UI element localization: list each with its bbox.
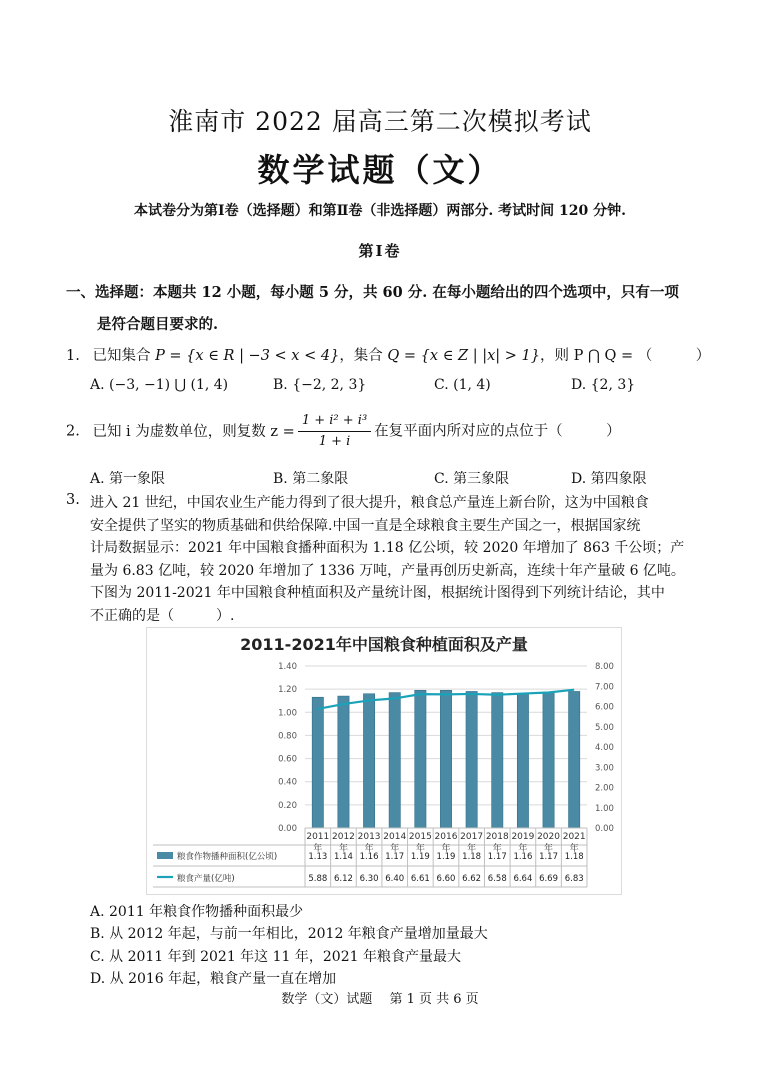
y-left-tick-label: 0.80 [278,731,297,742]
bar-area [363,694,374,828]
question-number: 3. [66,492,80,508]
section-heading-cont: 是符合题目要求的. [97,316,219,333]
data-label: 1.19 [436,852,456,862]
data-label: 5.88 [308,874,328,884]
y-right-tick-label: 1.00 [595,803,614,814]
data-label: 1.13 [308,852,328,862]
data-label: 6.58 [487,874,507,884]
x-tick-suffix: 年 [441,844,451,854]
question-1 [66,344,710,365]
question-line: 安全提供了坚实的物质基础和供给保障.中国一直是全球粮食主要生产国之一，根据国家统 [90,517,641,534]
x-tick-suffix: 年 [518,844,528,854]
y-right-tick-label: 8.00 [595,662,614,672]
x-tick-label: 2018 [485,832,509,842]
x-tick-suffix: 年 [569,844,579,854]
bar-area [338,696,349,828]
question-line: 不正确的是（ ）. [90,607,235,624]
x-tick-label: 2017 [460,832,484,842]
question-text: 已知集合 [92,348,156,364]
y-right-tick-label: 4.00 [595,743,614,753]
option-c: C. (1, 4) [434,377,491,393]
x-tick-label: 2012 [332,832,355,842]
bar-area [492,693,503,828]
bar-area [466,691,477,828]
x-tick-label: 2016 [434,832,458,842]
x-tick-label: 2021 [562,832,586,842]
question-2 [66,411,621,452]
y-left-tick-label: 0.40 [278,777,297,788]
option-d: D. 第四象限 [571,471,647,487]
y-right-tick-label: 5.00 [595,722,614,733]
question-line: 下图为 2011-2021 年中国粮食种植面积及产量统计图，根据统计图得到下列统计结论，其中 [90,585,665,601]
data-label: 6.61 [410,874,430,884]
y-left-tick-label: 0.00 [278,824,297,834]
bar-area [517,694,528,828]
question-text: 在复平面内所对应的点位于（ ） [374,423,621,440]
y-left-tick-label: 1.00 [278,708,297,719]
option-b: B. {−2, 2, 3} [273,377,367,393]
bar-area [312,697,323,828]
x-tick-label: 2019 [511,832,535,842]
page-footer: 数学（文）试题 第 1 页 共 6 页 [281,992,479,1007]
data-label: 1.16 [513,852,533,862]
y-left-tick-label: 0.20 [278,800,297,811]
question-number: 1. [66,348,80,364]
data-label: 1.18 [462,852,482,862]
x-tick-suffix: 年 [338,844,348,854]
data-label: 1.17 [539,852,559,862]
x-tick-label: 2020 [537,832,560,842]
question-text: 已知 i 为虚数单位，则复数 z = [92,423,295,440]
data-label: 6.64 [513,874,533,884]
bar-area [569,691,580,828]
choice-c: C. 从 2011 年到 2021 年这 11 年，2021 年粮食产量最大 [90,949,461,965]
data-label: 1.16 [359,852,379,862]
x-tick-suffix: 年 [364,844,374,854]
fraction-denominator: 1 + i [318,434,351,449]
data-label: 6.12 [333,874,353,884]
question-3-text [90,492,698,627]
subject-title: 数学试题（文） [257,151,503,189]
option-a: A. 第一象限 [90,471,166,487]
choice-a: A. 2011 年粮食作物播种面积最少 [90,904,304,920]
y-right-tick-label: 7.00 [595,682,614,693]
y-left-tick-label: 1.40 [278,662,297,672]
legend-key-bar [157,852,173,859]
data-label: 1.17 [487,852,507,862]
set-p: P = {x ∈ R | −3 < x < 4} [155,348,340,364]
y-right-tick-label: 3.00 [595,763,614,774]
data-label: 1.18 [564,852,584,862]
x-tick-suffix: 年 [544,844,554,854]
choice-b: B. 从 2012 年起，与前一年相比，2012 年粮食产量增加量最大 [90,926,488,942]
set-q: Q = {x ∈ Z | |x| > 1} [387,348,540,364]
x-tick-suffix: 年 [467,844,477,854]
data-label: 6.60 [436,874,456,884]
y-left-tick-label: 0.60 [278,754,297,765]
data-label: 6.30 [359,874,379,884]
chart-svg [147,628,621,894]
data-label: 1.19 [410,852,430,862]
question-line: 进入 21 世纪，中国农业生产能力得到了很大提升，粮食总产量连上新台阶，这为中国粮食 [90,495,649,511]
x-tick-label: 2015 [408,832,432,842]
exam-intro: 本试卷分为第Ⅰ卷（选择题）和第Ⅱ卷（非选择题）两部分. 考试时间 120 分钟. [134,203,626,219]
x-tick-label: 2011 [306,832,330,842]
y-right-tick-label: 6.00 [595,702,614,713]
option-a: A. (−3, −1) ⋃ (1, 4) [90,377,229,393]
section-heading: 一、选择题：本题共 12 小题，每小题 5 分，共 60 分. 在每小题给出的四个选项中，只有一项 [66,284,679,301]
data-label: 1.17 [385,852,405,862]
x-tick-suffix: 年 [492,844,502,854]
bar-area [415,690,426,828]
legend-label: 粮食作物播种面积(亿公顷) [177,852,278,862]
y-right-tick-label: 2.00 [595,783,614,794]
data-label: 6.83 [564,874,584,884]
question-line: 计局数据显示：2021 年中国粮食播种面积为 1.18 亿公顷，较 2020 年增加了 863 千公顷；产 [90,540,685,556]
chart-figure [146,627,622,895]
x-tick-label: 2013 [357,832,381,842]
chart-title: 2011-2021年中国粮食种植面积及产量 [240,635,528,654]
question-text: ，则 P ⋂ Q = （ ） [539,348,711,364]
x-tick-suffix: 年 [415,844,425,854]
exam-title: 淮南市 2022 届高三第二次模拟考试 [168,107,592,136]
y-left-tick-label: 1.20 [278,685,297,696]
question-line: 量为 6.83 亿吨，较 2020 年增加了 1336 万吨，产量再创历史新高，连续十年产量破 6 亿吨。 [90,562,685,579]
bar-area [440,690,451,828]
bar-area [389,693,400,828]
fraction-numerator: 1 + i² + i³ [298,411,371,432]
question-number: 2. [66,423,80,440]
data-label: 6.69 [539,874,559,884]
option-d: D. {2, 3} [571,377,636,393]
x-tick-suffix: 年 [390,844,400,854]
data-label: 6.62 [462,874,482,884]
x-tick-label: 2014 [383,832,407,842]
data-label: 1.14 [333,852,353,862]
bar-area [543,693,554,828]
choice-d: D. 从 2016 年起，粮食产量一直在增加 [90,971,337,987]
x-tick-suffix: 年 [313,844,323,854]
part-heading: 第Ⅰ卷 [358,242,402,260]
option-b: B. 第二象限 [273,471,349,487]
option-c: C. 第三象限 [434,471,510,487]
data-label: 6.40 [385,874,405,884]
question-text: ，集合 [339,348,388,364]
y-right-tick-label: 0.00 [595,824,614,834]
complex-fraction [298,411,371,452]
legend-label: 粮食产量(亿吨) [177,874,235,884]
